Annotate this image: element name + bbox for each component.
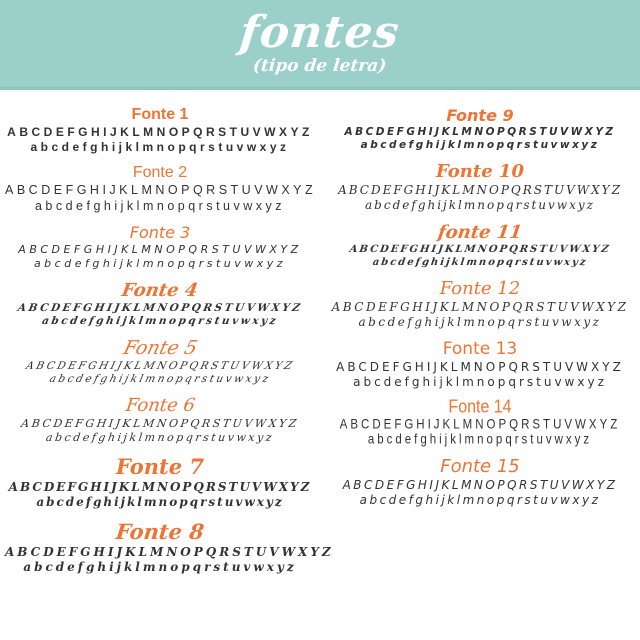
font-7-uppercase: ABCDEFGHIJKLMNOPQRSTUVWXYZ (8, 479, 312, 494)
font-10-uppercase: ABCDEFGHIJKLMNOPQRSTUVWXYZ (338, 183, 622, 198)
font-7-lowercase: abcdefghijklmnopqrstuvwxyz (36, 494, 284, 509)
font-sample-8 (5, 518, 334, 575)
font-5-uppercase: ABCDEFGHIJKLMNOPQRSTUVWXYZ (24, 360, 296, 372)
font-label-5: Fonte 5 (120, 337, 200, 359)
font-sample-13 (325, 339, 635, 390)
font-sample-3 (5, 223, 315, 271)
font-14-uppercase: ABCDEFGHIJKLMNOPQRSTUVWXYZ (339, 418, 621, 433)
page-subtitle: (tipo de letra) (252, 56, 388, 77)
page-title: fontes (237, 7, 403, 59)
font-13-lowercase: abcdefghijklmnopqrstuvwxyz (353, 375, 607, 390)
font-sample-2 (5, 164, 315, 214)
font-15-lowercase: abcdefghijklmnopqrstuvwxyz (359, 493, 601, 507)
font-label-11: fonte 11 (436, 222, 524, 244)
font-sample-4 (5, 280, 315, 328)
font-11-uppercase: ABCDEFGHIJKLMNOPQRSTUVWXYZ (348, 244, 612, 256)
font-2-uppercase: ABCDEFGHIJKLMNOPQRSTUVWXYZ (5, 183, 317, 197)
font-6-uppercase: ABCDEFGHIJKLMNOPQRSTUVWXYZ (20, 417, 300, 431)
font-sample-9 (325, 106, 635, 152)
font-sample-6 (5, 395, 315, 445)
font-15-uppercase: ABCDEFGHIJKLMNOPQRSTUVWXYZ (342, 478, 618, 492)
font-4-uppercase: ABCDEFGHIJKLMNOPQRSTUVWXYZ (16, 301, 304, 314)
font-6-lowercase: abcdefghijklmnopqrstuvwxyz (45, 431, 276, 444)
font-label-13: Fonte 13 (442, 339, 518, 360)
font-8-uppercase: ABCDEFGHIJKLMNOPQRSTUVWXYZ (5, 544, 334, 559)
font-sample-5 (5, 337, 315, 386)
font-4-lowercase: abcdefghijklmnopqrstuvwxyz (41, 314, 280, 327)
right-column (320, 106, 640, 584)
font-sample-15 (325, 456, 635, 508)
font-9-uppercase: ABCDEFGHIJKLMNOPQRSTUVWXYZ (344, 126, 616, 138)
font-10-lowercase: abcdefghijklmnopqrstuvwxyz (365, 198, 595, 213)
font-sample-11 (325, 222, 635, 269)
font-14-lowercase: abcdefghijklmnopqrstuvwxyz (367, 432, 593, 447)
font-9-lowercase: abcdefghijklmnopqrstuvwxyz (360, 139, 600, 152)
font-sample-12 (325, 278, 635, 330)
font-1-uppercase: ABCDEFGHIJKLMNOPQRSTUVWXYZ (7, 125, 313, 139)
font-label-4: Fonte 4 (120, 279, 200, 301)
font-12-lowercase: abcdefghijklmnopqrstuvwxyz (358, 315, 602, 330)
font-label-10: Fonte 10 (436, 161, 524, 183)
font-1-lowercase: abcdefghijklmnopqrstuvwxyz (30, 140, 290, 154)
font-11-lowercase: abcdefghijklmnopqrstuvwxyz (371, 256, 589, 268)
font-sample-7 (5, 454, 315, 510)
font-label-12: Fonte 12 (439, 278, 521, 300)
font-sample-10 (325, 161, 635, 213)
font-label-3: Fonte 3 (129, 223, 191, 243)
font-3-uppercase: ABCDEFGHIJKLMNOPQRSTUVWXYZ (18, 243, 302, 257)
font-label-15: Fonte 15 (440, 456, 520, 477)
font-2-lowercase: abcdefghijklmnopqrstuvwxyz (34, 198, 286, 213)
font-3-lowercase: abcdefghijklmnopqrstuvwxyz (33, 257, 287, 270)
font-sample-1 (5, 106, 315, 155)
font-label-9: Fonte 9 (446, 106, 514, 125)
font-label-8: Fonte 8 (114, 518, 206, 544)
font-label-7: Fonte 7 (115, 453, 205, 479)
left-column (0, 106, 334, 584)
font-12-uppercase: ABCDEFGHIJKLMNOPQRSTUVWXYZ (331, 300, 629, 315)
font-label-2: Fonte 2 (132, 164, 188, 181)
font-label-14: Fonte 14 (448, 397, 512, 418)
font-5-lowercase: abcdefghijklmnopqrstuvwxyz (48, 373, 272, 386)
font-label-6: Fonte 6 (124, 395, 196, 417)
font-sample-14 (325, 399, 635, 447)
font-8-lowercase: abcdefghijklmnopqrstuvwxyz (23, 559, 297, 574)
font-catalog (0, 90, 640, 584)
font-13-uppercase: ABCDEFGHIJKLMNOPQRSTUVWXYZ (336, 360, 624, 375)
header-banner (0, 0, 640, 90)
font-label-1: Fonte 1 (131, 106, 189, 123)
